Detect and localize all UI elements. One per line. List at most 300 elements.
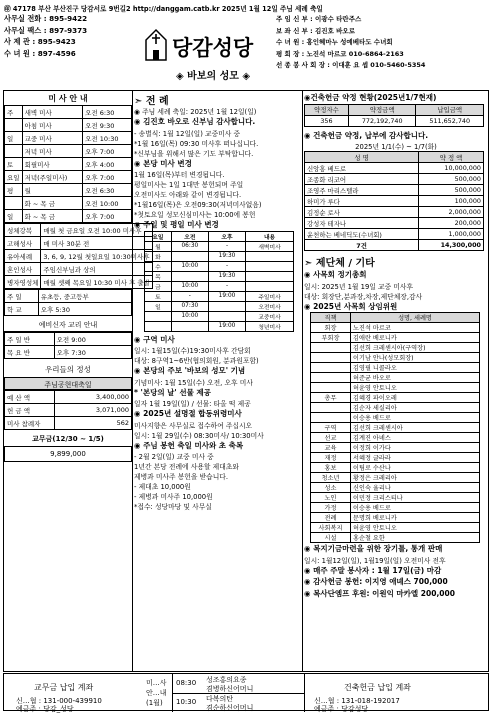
council-member: 김선희 크레센시아(구역장) [351, 343, 480, 353]
school-row [5, 290, 132, 303]
mass-row [5, 158, 132, 171]
offering-label: 미사 참례자 [5, 417, 55, 430]
notice-line: - 제병과 미사주 10,000원 [134, 493, 213, 501]
council-member: 김영필 니콜라오 [351, 363, 480, 373]
notice-line: 일시: 1월15일(수)19:30미사후 간담회 [134, 347, 251, 355]
schedule-cell: 수 [145, 261, 172, 271]
contact-block [4, 14, 136, 60]
offering-row [5, 417, 132, 430]
schedule-cell [171, 271, 208, 281]
schedule-cell: 교중미사 [246, 311, 294, 321]
donor-row [305, 240, 484, 251]
schedule-cell: 10:00 [171, 281, 208, 291]
donor-row [305, 163, 484, 174]
offering-row [5, 404, 132, 417]
notice-line: *1월 16일(목) 09:30 미사후 떠나십니다. [134, 139, 259, 148]
donor-amount: 200,000 [419, 218, 484, 229]
council-member: 홍순철 요한 [351, 533, 480, 543]
council-role: 구역 [311, 423, 351, 433]
notice-line: ◉ 감사헌금 봉헌: 이지영 애녜스 700,000 [304, 577, 448, 586]
mass-row [5, 197, 132, 210]
council-row [311, 393, 480, 403]
contact-rectory: 사 제 관 : 895-9423 [4, 37, 76, 47]
pledge-thanks-head: ◉ 건축헌금 약정, 납부에 감사합니다. [304, 130, 429, 140]
council-row [311, 473, 480, 483]
column-divider [302, 90, 303, 672]
intention-text: 겸순하신어머니 [206, 704, 254, 712]
catechism-row [5, 333, 132, 346]
schedule-cell: 07:30 [171, 301, 208, 311]
catechism-row-label: 목 요 반 [5, 346, 55, 359]
notice-line: *1월16일(목)은 오전09:30(저녁미사없음) [134, 201, 262, 209]
sacrament-row [5, 263, 153, 276]
sacrament-row-label: 혼인성사 [5, 263, 41, 276]
donor-row [305, 218, 484, 229]
sacrament-row [5, 237, 153, 250]
council-member: 노진석 마르코 [351, 323, 480, 333]
pledge-header: 약정자수 [305, 104, 349, 115]
notice-line: *첫토요일 성모신심미사는 10:00에 봉헌 [134, 211, 256, 219]
offering-label: 예 산 액 [5, 391, 55, 404]
council-member: 이정희 이가다 [351, 443, 480, 453]
staff-line: 평 회 장 : 노진석 마르코 010-6864-2163 [276, 49, 404, 58]
schedule-row [145, 241, 294, 251]
catechism-row [5, 346, 132, 359]
council-role: 회장 [311, 323, 351, 333]
donor-name: 조영주 마리스텔라 [305, 185, 419, 196]
council-row [311, 413, 480, 423]
council-member: 김혜경 파이오레 [351, 393, 480, 403]
tithe-label: 교무금(12/30 ~ 1/5) [32, 435, 104, 443]
mass-intention-month: (1월) [146, 699, 163, 707]
mass-group [5, 119, 23, 132]
divider [304, 674, 305, 712]
school-row-text: 오후 5:30 [38, 303, 131, 316]
council-member: 신인숙 율리나 [351, 483, 480, 493]
column-divider [132, 90, 133, 672]
council-role [311, 343, 351, 353]
offering-head: 주님공현대축일 [4, 377, 132, 390]
donor-name: 하미가 루다 [305, 196, 419, 207]
council-member: 서혜정 글라라 [351, 453, 480, 463]
council-role: 부회장 [311, 333, 351, 343]
council-row [311, 353, 480, 363]
mass-time: 오후 7:00 [83, 210, 132, 223]
pledge-table [304, 104, 484, 127]
donor-amount: 10,000,000 [419, 163, 484, 174]
schedule-cell: - [171, 291, 208, 301]
council-member: 허준균 바오로 [351, 373, 480, 383]
school-row [5, 303, 132, 316]
offering-value: 3,071,000 [54, 404, 131, 417]
schedule-row [145, 251, 294, 261]
divider [172, 693, 304, 694]
schedule-header: 내용 [246, 231, 294, 241]
schedule-cell [246, 251, 294, 261]
tithe-account-number: 신…협 : 131-000-439910 [16, 697, 102, 705]
schedule-cell: 10:00 [171, 311, 208, 321]
notice-line: - 2월 2일(일) 교중 미사 중 [134, 453, 214, 461]
school-row-text: 유초등, 중고등부 [38, 290, 131, 303]
council-header: 직책 [311, 313, 351, 323]
donor-amount: 500,000 [419, 185, 484, 196]
notice-line: ◉ 구역 미사 [134, 334, 175, 344]
mass-intention-label: 미…사 [146, 679, 167, 687]
schedule-header: 요일 [145, 231, 172, 241]
schedule-row [145, 291, 294, 301]
liturgy-title: ➣ 전 례 [134, 96, 169, 107]
schedule-row [145, 301, 294, 311]
donor-header: 성 명 [305, 152, 419, 163]
schedule-row [145, 281, 294, 291]
mass-row [5, 171, 132, 184]
mass-table [4, 105, 132, 223]
staff-line: 선 종 봉 사 회 장 : 이대훈 요 셉 010-5460-5354 [276, 61, 426, 70]
donor-name: 김정순 로사 [305, 207, 419, 218]
notice-line: - 제대초 10,000원 [134, 483, 191, 491]
sacrament-row-label: 병자영성체 [5, 276, 41, 289]
mass-group [5, 197, 23, 210]
notice-line: 1월 16일(목)부터 변경됩니다. [134, 171, 225, 179]
building-account-title: 건축헌금 납입 계좌 [344, 683, 411, 692]
notice-line: 기념미사: 1월 15일(수) 오전, 오후 미사 [134, 378, 253, 387]
council-member: 허윤영 안토니오 [351, 523, 480, 533]
sacrament-row [5, 224, 153, 237]
contact-phone: 사무실 전화 : 895-9422 [4, 14, 88, 23]
sacrament-row [5, 250, 153, 263]
mass-row [5, 106, 132, 119]
catechism-table [4, 332, 132, 359]
council-table [310, 312, 480, 543]
mass-group [5, 145, 23, 158]
sacrament-table [4, 223, 153, 289]
schedule-cell: - [208, 261, 245, 271]
sacrament-row-text: 3, 6, 9, 12월 첫일요일 10:30미사후 [41, 250, 152, 263]
offering-table [4, 390, 132, 430]
council-row [311, 523, 480, 533]
council-role: 선교 [311, 433, 351, 443]
mass-time: 오후 7:00 [83, 171, 132, 184]
intention-time: 10:30 [176, 698, 197, 706]
staff-block [276, 14, 488, 72]
council-role: 사회복지 [311, 523, 351, 533]
mass-time: 오전 10:00 [83, 197, 132, 210]
donor-row [305, 207, 484, 218]
schedule-cell [246, 271, 294, 281]
mass-group: 일 [5, 210, 23, 223]
council-row [311, 423, 480, 433]
sacrament-row-text: 매월 첫 금요일 오전 10:00 미사후 [41, 224, 152, 237]
council-role: 청소년 [311, 473, 351, 483]
schedule-cell: - [208, 281, 245, 291]
council-row [311, 383, 480, 393]
mass-name: 저녁 미사 [22, 145, 83, 158]
notice-line: ◉ 주님 세례 축일: 2025년 1월 12일(일) [134, 108, 257, 116]
mass-group: 평 [5, 184, 23, 197]
schedule-row [145, 321, 294, 331]
notice-line: 제병과 미사주 봉헌을 받습니다. [134, 473, 228, 481]
council-row [311, 333, 480, 343]
pledge-header: 약정금액 [348, 104, 416, 115]
council-role: 총무 [311, 393, 351, 403]
schedule-cell [171, 251, 208, 261]
offering-value: 562 [54, 417, 131, 430]
notice-line: ◉ 본당 미사 변경 [134, 158, 192, 168]
mass-time: 오전 9:30 [83, 119, 132, 132]
donor-name: 윤천하는 베네딕도(수녀회) [305, 229, 419, 240]
header-line: ㊞ 47178 부산 부산진구 당감서로 9번길2 http://danggam.catb.kr 2025년 1월 12일 주님 세례 축일 [4, 5, 323, 13]
mass-time: 오후 4:00 [83, 158, 132, 171]
staff-line: 수 녀 원 : 홍인혜마누 성예베타도 수녀회 [276, 38, 393, 47]
council-member: 황정은 크레리아 [351, 473, 480, 483]
donor-row [305, 229, 484, 240]
mass-name: 교중 미사 [22, 132, 83, 145]
liturgy-column [134, 92, 300, 511]
pledge-status-head: ◉건축헌금 약정 현황(2025년1/7현재) [304, 93, 437, 102]
pledge-value: 356 [305, 115, 349, 126]
council-role [311, 403, 351, 413]
notice-line: *접수: 성당마당 및 사무실 [134, 503, 212, 511]
sacrament-row-text: 매월 셋째 목요일 10:30 미사 후 출발 [41, 276, 152, 289]
mass-time: 오전 10:30 [83, 132, 132, 145]
mass-row [5, 210, 132, 223]
council-row [311, 403, 480, 413]
council-header: 성명, 세례명 [351, 313, 480, 323]
catechism-row-label: 주 일 반 [5, 333, 55, 346]
mass-name: 월 [22, 184, 83, 197]
donor-amount: 500,000 [419, 174, 484, 185]
council-row [311, 433, 480, 443]
notice-line: 일시: 2025년 1월 19일 교중 미사후 [304, 282, 414, 291]
logo-title: 당감성당 [172, 35, 254, 60]
footer [3, 673, 489, 711]
schedule-cell: 19:30 [208, 271, 245, 281]
tithe-value: 9,899,000 [4, 446, 132, 462]
mass-time: 오전 6:30 [83, 106, 132, 119]
sacrament-row-text: 주임신부님과 상의 [41, 263, 152, 276]
mass-guide-title: 미 사 안 내 [48, 94, 88, 103]
mass-name: 화 ~ 목 금 [22, 210, 83, 223]
notice-line: ◉ 2025년 사목회 상임위원 [304, 301, 398, 311]
pledge-period: 2025년 1/1(수) ~ 1/7(화) [355, 143, 437, 151]
notice-line: * '본당의 날' 선물 제공 [134, 387, 211, 397]
schedule-cell: 19:00 [208, 321, 245, 331]
sacrament-row-label: 성체강복 [5, 224, 41, 237]
arrow-icon: ➣ [134, 96, 146, 107]
mass-name: 회필미사 [22, 158, 83, 171]
mass-row [5, 145, 132, 158]
groups-title: ➣ 제단체 / 기타 [304, 258, 375, 269]
donor-row [305, 185, 484, 196]
notice-line: 일시: 1월 29일(수) 08:30미사/ 10:30미사 [134, 431, 264, 440]
notice-line: ◉ 본당의 주보 '바보의 성모' 기념 [134, 366, 246, 375]
notice-line: ◉ 주일 및 평일 미사 변경 [134, 220, 219, 229]
notice-line: 평일미사는 1일 1대만 봉헌되며 주일 [134, 181, 244, 189]
notice-line: 오전미사도 아래와 같이 변경됩니다. [134, 191, 242, 199]
schedule-header: 오전 [171, 231, 208, 241]
mass-row [5, 119, 132, 132]
intention-time: 08:30 [176, 679, 197, 687]
council-role: 전례 [311, 513, 351, 523]
donor-header: 약 정 액 [419, 152, 484, 163]
intention-text: 다복의탄 [206, 695, 234, 703]
notice-line: *신부님을 위해서 많은 기도 부탁합니다. [134, 149, 254, 158]
schedule-header: 오후 [208, 231, 245, 241]
donor-name: 조종화 리코어 [305, 174, 419, 185]
council-role: 가정 [311, 503, 351, 513]
council-row [311, 323, 480, 333]
pledge-value: 511,652,740 [416, 115, 484, 126]
notice-line: 일시: 1월12일(일), 1월19일(일) 오전미사 전후 [304, 556, 446, 565]
schedule-cell: 토 [145, 291, 172, 301]
council-row [311, 443, 480, 453]
council-role: 재정 [311, 453, 351, 463]
sacrament-row-text: 매 미사 30분 전 [41, 237, 152, 250]
donor-amount: 100,000 [419, 196, 484, 207]
schedule-cell: 19:30 [208, 251, 245, 261]
council-member: 김계진 아녜스 [351, 433, 480, 443]
notice-line: 1년간 본당 전례에 사용할 제대초와 [134, 463, 239, 471]
mass-row [5, 184, 132, 197]
logo-box [138, 14, 276, 88]
building-account-holder: 예금주 : 당감성당 [314, 705, 369, 713]
mass-group: 토 [5, 158, 23, 171]
contact-convent: 수 녀 원 : 897-4596 [4, 48, 76, 58]
schedule-cell: 19:00 [208, 291, 245, 301]
council-row [311, 503, 480, 513]
sacrament-row-label: 고해성사 [5, 237, 41, 250]
schedule-cell: 오전미사 [246, 301, 294, 311]
council-member: 이승용 베드로 [351, 503, 480, 513]
tithe-account-title: 교무금 납입 계좌 [34, 683, 94, 692]
schedule-cell: 금 [145, 281, 172, 291]
staff-line: 보 좌 신 부 : 김진호 바오로 [276, 26, 355, 35]
school-table [4, 289, 132, 316]
notice-line: 미사지향은 사무실로 접수하여 주십시오 [134, 421, 253, 430]
staff-line: 주 임 신 부 : 이광수 타란주스 [276, 15, 362, 23]
council-member: 이승용 베드로 [351, 413, 480, 423]
notice-line: ◉ 주님 봉헌 축일 미사와 초 축복 [134, 440, 244, 450]
catechism-row-text: 오후 7:30 [54, 346, 131, 359]
left-column [4, 91, 150, 462]
council-row [311, 343, 480, 353]
notice-line: - 송별식: 1월 12일(일) 교중미사 중 [134, 129, 241, 138]
sacrament-row [5, 276, 153, 289]
schedule-cell: 10:00 [171, 261, 208, 271]
notice-line: 대상: 8구역1~6반(협의회원, 분과원포함) [134, 357, 259, 365]
schedule-cell [208, 311, 245, 321]
notice-line: ◉ 사목회 정기총회 [304, 270, 367, 279]
schedule-cell: 새벽미사 [246, 241, 294, 251]
school-row-label: 주 일 [5, 290, 39, 303]
council-row [311, 513, 480, 523]
council-row [311, 463, 480, 473]
schedule-cell: 화 [145, 251, 172, 261]
council-role: 교육 [311, 443, 351, 453]
council-role: 성소 [311, 483, 351, 493]
sacrament-row-label: 유아세례 [5, 250, 41, 263]
council-member: 김선희 크레센시아 [351, 423, 480, 433]
donor-name: 신앙홍 베드로 [305, 163, 419, 174]
donor-row [305, 174, 484, 185]
mass-group: 요일 [5, 171, 23, 184]
church-logo-icon [142, 28, 170, 62]
mass-row [5, 132, 132, 145]
council-role [311, 413, 351, 423]
council-member: 이기남 안나(성모회장) [351, 353, 480, 363]
offering-label: 헌 금 액 [5, 404, 55, 417]
council-role [311, 353, 351, 363]
schedule-cell: 청년미사 [246, 321, 294, 331]
schedule-cell: 월 [145, 241, 172, 251]
notice-line: 대상: 회장단,분과장,차장,제단체장,감사 [304, 292, 423, 301]
donor-name: 강성자 테자나 [305, 218, 419, 229]
council-row [311, 373, 480, 383]
donor-amount: 14,300,000 [419, 240, 484, 251]
schedule-cell [246, 261, 294, 271]
offering-value: 3,400,000 [54, 391, 131, 404]
school-row-label: 학 교 [5, 303, 39, 316]
pledge-header: 납입금액 [416, 104, 484, 115]
council-member: 김애란 베로니카 [351, 333, 480, 343]
mass-time: 오후 7:00 [83, 145, 132, 158]
notice-line: ◉ 김진호 바오로 신부님 감사합니다. [134, 117, 256, 126]
arrow-icon: ➣ [304, 258, 316, 269]
schedule-cell: 일 [145, 301, 172, 311]
council-row [311, 363, 480, 373]
mass-name: 아침 미사 [22, 119, 83, 132]
council-row [311, 533, 480, 543]
donor-amount: 2,000,000 [419, 207, 484, 218]
mass-intention-label: 안…내 [146, 689, 167, 697]
notice-line: ◉ 매주 주말 봉사자 : 1월 17일(금) 마감 [304, 565, 442, 575]
schedule-row [145, 271, 294, 281]
mass-name: 저녁(주일미사) [22, 171, 83, 184]
building-account-number: 신…협 : 131-018-192017 [314, 697, 400, 705]
council-row [311, 483, 480, 493]
mass-change-table [144, 231, 294, 332]
council-member: 문명희 베로니카 [351, 513, 480, 523]
schedule-cell: - [208, 241, 245, 251]
catechism-title: 예비신자 교리 안내 [4, 316, 132, 332]
schedule-cell: 주일미사 [246, 291, 294, 301]
donor-table [304, 151, 484, 251]
mass-name: 새벽 미사 [22, 106, 83, 119]
council-role: 시설 [311, 533, 351, 543]
council-row [311, 493, 480, 503]
catechism-row-text: 오전 9:00 [54, 333, 131, 346]
notice-line: ◉ 2025년 설명절 합동위령미사 [134, 409, 242, 418]
mass-time: 오전 6:30 [83, 184, 132, 197]
contact-fax: 사무실 팩스 : 897-9373 [4, 25, 88, 35]
tithe-account-holder: 예금주 : 당감_성당 [16, 705, 74, 713]
schedule-cell [246, 281, 294, 291]
donor-amount: 1,000,000 [419, 229, 484, 240]
donor-row [305, 196, 484, 207]
logo-subtitle: ◈ 바보의 성모 ◈ [176, 71, 251, 82]
intention-text: 겸병하신어머니 [206, 685, 254, 693]
offering-title: 우리들의 정성 [45, 365, 91, 374]
schedule-row [145, 261, 294, 271]
mass-group: 주 [5, 106, 23, 119]
notice-line: ◉ 복지기금마련을 위한 장기틀, 통개 판매 [304, 544, 443, 553]
council-role: 홍보 [311, 463, 351, 473]
donor-name: 7건 [305, 240, 419, 251]
council-row [311, 453, 480, 463]
council-member: 이민정 크리스티나 [351, 493, 480, 503]
council-role [311, 373, 351, 383]
mass-name: 화 ~ 목 금 [22, 197, 83, 210]
